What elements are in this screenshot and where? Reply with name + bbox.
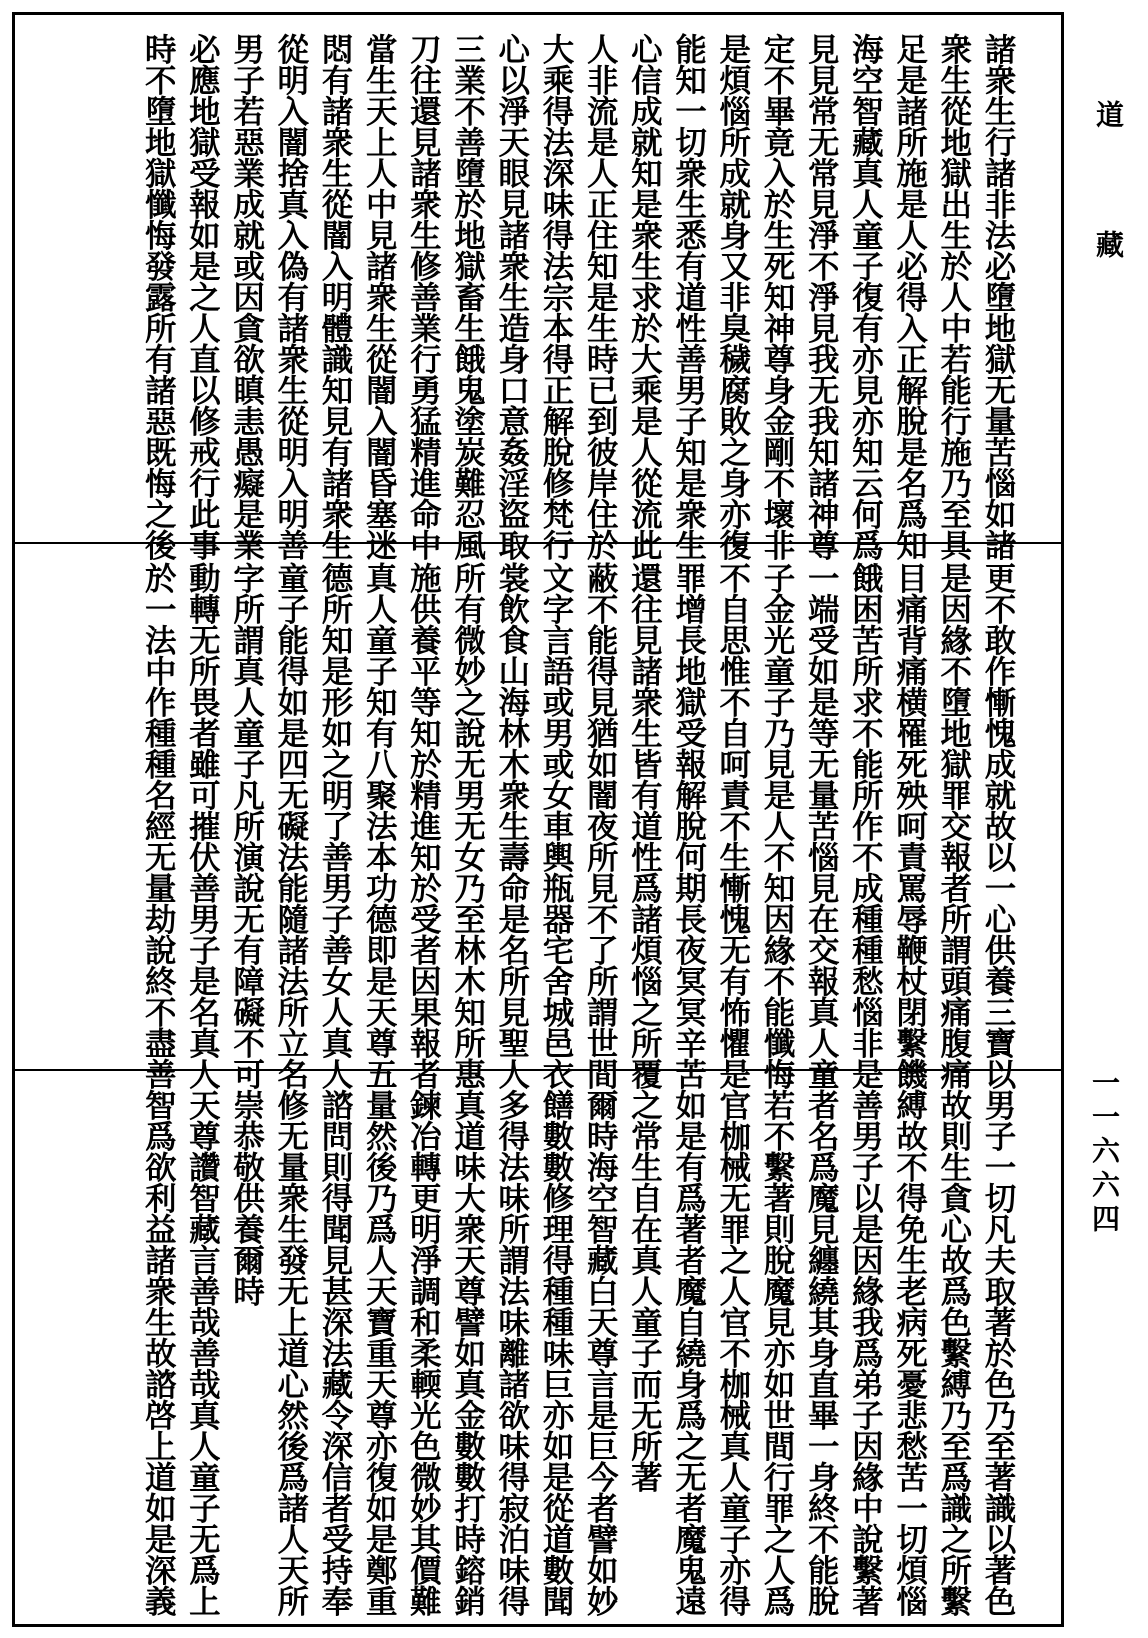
text-column: 從明入闇捨真入偽有諸衆生從明入明善 — [272, 33, 310, 560]
text-column: 悶有諸衆生從闇入明體識知見有諸衆生 — [317, 33, 354, 560]
text-column: 所有微妙之說无男无女乃至林木知所惠 — [449, 562, 487, 1089]
text-register-top — [15, 15, 1061, 560]
text-column: 人非流是人正住知是生時已到彼岸住於 — [582, 33, 620, 560]
text-column: 量然後乃爲人天寶重天尊亦復如是鄭重 — [361, 1089, 399, 1616]
text-column: 心信成就知是衆生求於大乘是人從流此 — [626, 33, 664, 560]
text-column: 當生天上人中見諸衆生從闇入闇昏塞迷 — [361, 33, 399, 560]
text-column: 善男子以是因緣我爲弟子因緣中說繫著 — [847, 1089, 885, 1616]
margin-title-dao: 道 — [1092, 100, 1125, 128]
text-column: 鍊冶轉更明淨調和柔輭光色微妙其價難 — [405, 1089, 443, 1616]
text-column: 字所謂真人童子凡所演說无有障礙不可 — [228, 562, 266, 1089]
text-column: 諸衆生行諸非法必墮地獄无量苦惱如諸 — [980, 33, 1017, 560]
text-column: 是煩惱所成就身又非臭穢腐敗之身亦復 — [714, 33, 752, 560]
text-column: 於一法中作種種名經无量劫說終不盡善 — [140, 562, 178, 1089]
text-column: 如是有爲著者魔自繞身爲之无者魔鬼遠 — [670, 1089, 708, 1616]
text-column: 智爲欲利益諸衆生故諮啓上道如是深義 — [140, 1089, 178, 1616]
text-column: 刀往還見諸衆生修善業行勇猛精進命中 — [405, 33, 443, 560]
text-column: 真人童子知有八聚法本功德即是天尊五 — [361, 562, 399, 1089]
text-column: 動轉无所畏者雖可摧伏善男子是名真人 — [184, 562, 222, 1089]
text-column: 時不墮地獄懺悔發露所有諸惡既悔之後 — [140, 33, 178, 560]
text-column: 更不敢作慚愧成就故以一心供養三寶以 — [980, 562, 1017, 1089]
text-column: 海空智藏真人童子復有亦見亦知云何爲 — [847, 33, 885, 560]
text-column: 文字言語或男或女車輿瓶器宅舍城邑衣 — [538, 562, 575, 1089]
text-column: 大乘得法深味得法宗本得正解脫修梵行 — [538, 33, 575, 560]
text-column: 三業不善墮於地獄畜生餓鬼塗炭難忍風 — [449, 33, 487, 560]
text-column: 目痛背痛横罹死殃呵責罵辱鞭杖閉繫饑 — [891, 562, 929, 1089]
text-register-middle — [15, 542, 1061, 1089]
text-column: 故則生貪心故爲色繫縛乃至爲識之所繫 — [935, 1089, 973, 1616]
text-column: 罪增長地獄受報解脫何期長夜冥冥辛苦 — [670, 562, 708, 1089]
text-register-bottom — [15, 1069, 1061, 1624]
text-column: 裳飲食山海林木衆生壽命是名所見聖人 — [493, 562, 531, 1089]
text-column: 衆生從地獄出生於人中若能行施乃至具 — [935, 33, 973, 560]
text-column: 子金光童子乃見是人不知因緣不能懺悔 — [759, 562, 796, 1089]
text-column: 修无量衆生發无上道心然後爲諸人天所 — [272, 1089, 310, 1616]
text-column: 男子一切凡夫取著於色乃至著識以著色 — [980, 1089, 1017, 1616]
text-column: 是因緣不墮地獄罪交報者所謂頭痛腹痛 — [935, 562, 973, 1089]
text-column: 饍數數修理得種種味巨亦如是從道數聞 — [538, 1089, 575, 1616]
text-column: 心以淨天眼見諸衆生造身口意姦淫盜取 — [493, 33, 531, 560]
text-column: 男子若惡業成就或因貪欲瞋恚愚癡是業 — [228, 33, 266, 560]
text-column: 能知一切衆生悉有道性善男子知是衆生 — [670, 33, 708, 560]
text-column: 定不畢竟入於生死知神尊身金剛不壞非 — [759, 33, 796, 560]
text-column: 縛故不得免生老病死憂悲愁苦一切煩惱 — [891, 1089, 929, 1616]
text-column: 真道味大衆天尊譬如真金數數打時鎔銷 — [449, 1089, 487, 1616]
text-column: 官枷械无罪之人官不枷械真人童子亦得 — [714, 1089, 752, 1616]
text-column: 一端受如是等无量苦惱見在交報真人童 — [803, 562, 841, 1089]
text-column: 必應地獄受報如是之人直以修戒行此事 — [184, 33, 222, 560]
text-column: 若不繫著則脫魔見亦如世間行罪之人爲 — [759, 1089, 796, 1616]
text-column: 諮問則得聞見甚深法藏令深信者受持奉 — [317, 1089, 354, 1616]
text-column: 蔽不能得見猶如闇夜所見不了所謂世間 — [582, 562, 620, 1089]
text-column: 施供養平等知於精進知於受者因果報者 — [405, 562, 443, 1089]
text-column: 多得法味所謂法味離諸欲味得寂泊味得 — [493, 1089, 531, 1616]
text-column: 崇恭敬供養爾時 — [228, 1089, 266, 1306]
text-column: 餓困苦所求不能所作不成種種愁惱非是 — [847, 562, 885, 1089]
text-column: 童子能得如是四无礙法能隨諸法所立名 — [272, 562, 310, 1089]
text-column: 見見常无常見淨不淨見我无我知諸神尊 — [803, 33, 841, 560]
page-number: 一一六六四 — [1088, 1068, 1121, 1238]
margin-title-zang: 藏 — [1092, 230, 1125, 258]
text-column: 爾時海空智藏白天尊言是巨今者譬如妙 — [582, 1089, 620, 1616]
text-column: 天尊讚智藏言善哉善哉真人童子无爲上 — [184, 1089, 222, 1616]
page-frame — [12, 12, 1064, 1627]
text-column: 者名爲魔見纏繞其身直畢一身終不能脫 — [803, 1089, 841, 1616]
text-column: 不自思惟不自呵責不生慚愧无有怖懼是 — [714, 562, 752, 1089]
text-column: 還往見諸衆生皆有道性爲諸煩惱之所覆 — [626, 562, 664, 1089]
text-column: 德所知是形如之明了善男子善女人真人 — [317, 562, 354, 1089]
text-column: 足是諸所施是人必得入正解脫是名爲知 — [891, 33, 929, 560]
text-column: 之常生自在真人童子而无所著 — [626, 1089, 664, 1492]
